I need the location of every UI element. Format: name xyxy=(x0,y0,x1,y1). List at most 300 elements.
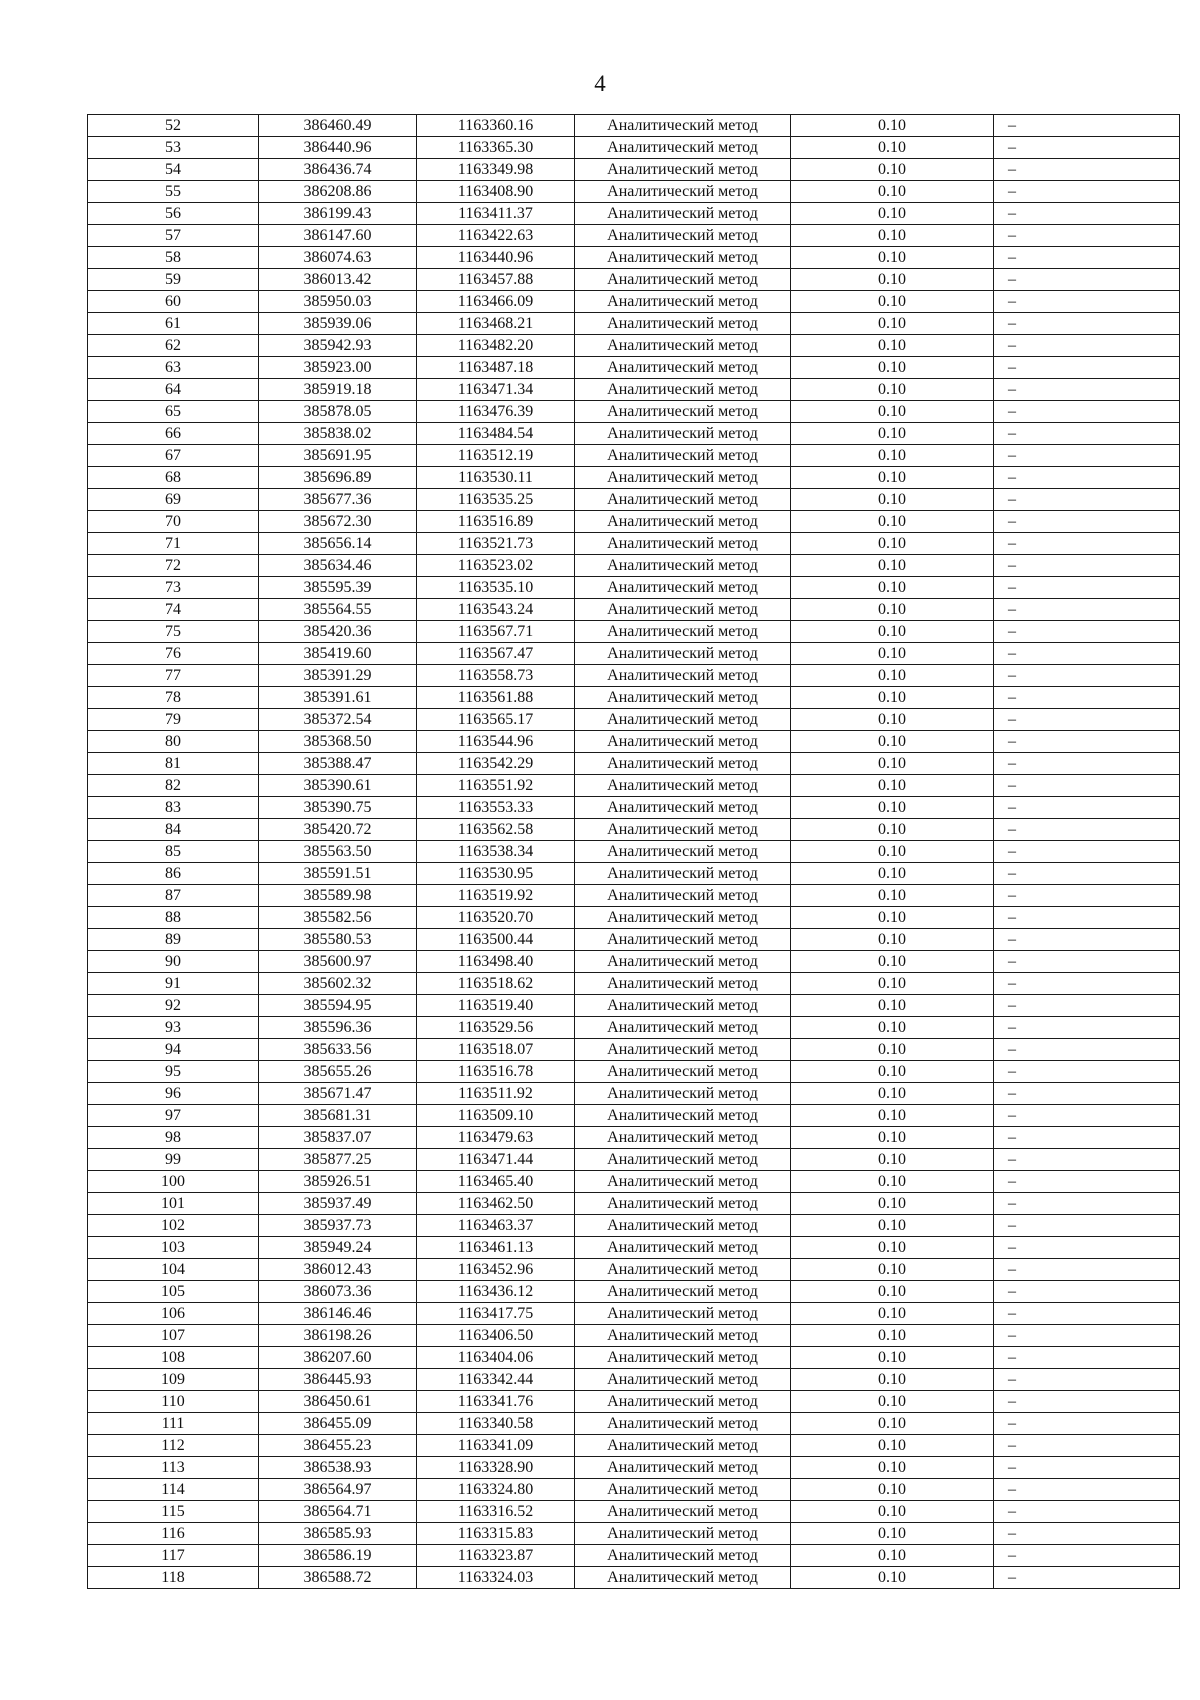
method-cell: Аналитический метод xyxy=(575,1259,791,1281)
method-cell: Аналитический метод xyxy=(575,159,791,181)
table-row xyxy=(88,665,1180,687)
y-coordinate-cell: 1163365.30 xyxy=(417,137,575,159)
accuracy-cell: 0.10 xyxy=(791,313,994,335)
y-coordinate-cell: 1163565.17 xyxy=(417,709,575,731)
note-cell: – xyxy=(994,753,1180,775)
y-coordinate-cell: 1163340.58 xyxy=(417,1413,575,1435)
point-number-cell: 56 xyxy=(88,203,259,225)
accuracy-cell: 0.10 xyxy=(791,1545,994,1567)
x-coordinate-cell: 385602.32 xyxy=(259,973,417,995)
point-number-cell: 99 xyxy=(88,1149,259,1171)
method-cell: Аналитический метод xyxy=(575,1567,791,1589)
table-row xyxy=(88,181,1180,203)
accuracy-cell: 0.10 xyxy=(791,555,994,577)
table-row xyxy=(88,115,1180,137)
table-row xyxy=(88,1171,1180,1193)
accuracy-cell: 0.10 xyxy=(791,907,994,929)
x-coordinate-cell: 386208.86 xyxy=(259,181,417,203)
accuracy-cell: 0.10 xyxy=(791,709,994,731)
table-row xyxy=(88,643,1180,665)
point-number-cell: 53 xyxy=(88,137,259,159)
accuracy-cell: 0.10 xyxy=(791,291,994,313)
method-cell: Аналитический метод xyxy=(575,1523,791,1545)
accuracy-cell: 0.10 xyxy=(791,1391,994,1413)
x-coordinate-cell: 386588.72 xyxy=(259,1567,417,1589)
table-row xyxy=(88,885,1180,907)
accuracy-cell: 0.10 xyxy=(791,753,994,775)
x-coordinate-cell: 386586.19 xyxy=(259,1545,417,1567)
note-cell: – xyxy=(994,1369,1180,1391)
method-cell: Аналитический метод xyxy=(575,555,791,577)
y-coordinate-cell: 1163471.34 xyxy=(417,379,575,401)
point-number-cell: 57 xyxy=(88,225,259,247)
note-cell: – xyxy=(994,929,1180,951)
accuracy-cell: 0.10 xyxy=(791,115,994,137)
point-number-cell: 89 xyxy=(88,929,259,951)
y-coordinate-cell: 1163561.88 xyxy=(417,687,575,709)
x-coordinate-cell: 386564.97 xyxy=(259,1479,417,1501)
y-coordinate-cell: 1163484.54 xyxy=(417,423,575,445)
note-cell: – xyxy=(994,1303,1180,1325)
y-coordinate-cell: 1163342.44 xyxy=(417,1369,575,1391)
y-coordinate-cell: 1163324.03 xyxy=(417,1567,575,1589)
table-row xyxy=(88,1545,1180,1567)
accuracy-cell: 0.10 xyxy=(791,203,994,225)
x-coordinate-cell: 385600.97 xyxy=(259,951,417,973)
accuracy-cell: 0.10 xyxy=(791,1457,994,1479)
y-coordinate-cell: 1163551.92 xyxy=(417,775,575,797)
y-coordinate-cell: 1163521.73 xyxy=(417,533,575,555)
point-number-cell: 78 xyxy=(88,687,259,709)
method-cell: Аналитический метод xyxy=(575,1501,791,1523)
table-row xyxy=(88,1259,1180,1281)
table-row xyxy=(88,973,1180,995)
table-row xyxy=(88,1193,1180,1215)
y-coordinate-cell: 1163315.83 xyxy=(417,1523,575,1545)
method-cell: Аналитический метод xyxy=(575,1237,791,1259)
note-cell: – xyxy=(994,1061,1180,1083)
note-cell: – xyxy=(994,467,1180,489)
x-coordinate-cell: 385591.51 xyxy=(259,863,417,885)
table-row xyxy=(88,1457,1180,1479)
x-coordinate-cell: 385837.07 xyxy=(259,1127,417,1149)
point-number-cell: 90 xyxy=(88,951,259,973)
table-row xyxy=(88,1391,1180,1413)
point-number-cell: 114 xyxy=(88,1479,259,1501)
point-number-cell: 86 xyxy=(88,863,259,885)
accuracy-cell: 0.10 xyxy=(791,181,994,203)
table-row xyxy=(88,709,1180,731)
x-coordinate-cell: 385681.31 xyxy=(259,1105,417,1127)
y-coordinate-cell: 1163422.63 xyxy=(417,225,575,247)
accuracy-cell: 0.10 xyxy=(791,379,994,401)
point-number-cell: 52 xyxy=(88,115,259,137)
accuracy-cell: 0.10 xyxy=(791,1171,994,1193)
accuracy-cell: 0.10 xyxy=(791,1281,994,1303)
x-coordinate-cell: 386436.74 xyxy=(259,159,417,181)
note-cell: – xyxy=(994,115,1180,137)
x-coordinate-cell: 385589.98 xyxy=(259,885,417,907)
y-coordinate-cell: 1163341.76 xyxy=(417,1391,575,1413)
method-cell: Аналитический метод xyxy=(575,907,791,929)
note-cell: – xyxy=(994,665,1180,687)
accuracy-cell: 0.10 xyxy=(791,1347,994,1369)
point-number-cell: 77 xyxy=(88,665,259,687)
x-coordinate-cell: 386146.46 xyxy=(259,1303,417,1325)
table-row xyxy=(88,577,1180,599)
method-cell: Аналитический метод xyxy=(575,137,791,159)
point-number-cell: 55 xyxy=(88,181,259,203)
point-number-cell: 83 xyxy=(88,797,259,819)
table-row xyxy=(88,1017,1180,1039)
point-number-cell: 74 xyxy=(88,599,259,621)
accuracy-cell: 0.10 xyxy=(791,1215,994,1237)
accuracy-cell: 0.10 xyxy=(791,1523,994,1545)
point-number-cell: 100 xyxy=(88,1171,259,1193)
point-number-cell: 97 xyxy=(88,1105,259,1127)
method-cell: Аналитический метод xyxy=(575,1479,791,1501)
table-row xyxy=(88,1083,1180,1105)
point-number-cell: 112 xyxy=(88,1435,259,1457)
note-cell: – xyxy=(994,1281,1180,1303)
y-coordinate-cell: 1163535.10 xyxy=(417,577,575,599)
note-cell: – xyxy=(994,599,1180,621)
table-row xyxy=(88,995,1180,1017)
table-row xyxy=(88,401,1180,423)
note-cell: – xyxy=(994,797,1180,819)
y-coordinate-cell: 1163535.25 xyxy=(417,489,575,511)
point-number-cell: 87 xyxy=(88,885,259,907)
accuracy-cell: 0.10 xyxy=(791,511,994,533)
accuracy-cell: 0.10 xyxy=(791,1149,994,1171)
note-cell: – xyxy=(994,1039,1180,1061)
y-coordinate-cell: 1163465.40 xyxy=(417,1171,575,1193)
point-number-cell: 80 xyxy=(88,731,259,753)
accuracy-cell: 0.10 xyxy=(791,885,994,907)
y-coordinate-cell: 1163316.52 xyxy=(417,1501,575,1523)
x-coordinate-cell: 385838.02 xyxy=(259,423,417,445)
note-cell: – xyxy=(994,819,1180,841)
point-number-cell: 116 xyxy=(88,1523,259,1545)
method-cell: Аналитический метод xyxy=(575,357,791,379)
point-number-cell: 59 xyxy=(88,269,259,291)
x-coordinate-cell: 385594.95 xyxy=(259,995,417,1017)
accuracy-cell: 0.10 xyxy=(791,335,994,357)
note-cell: – xyxy=(994,423,1180,445)
point-number-cell: 101 xyxy=(88,1193,259,1215)
method-cell: Аналитический метод xyxy=(575,1391,791,1413)
accuracy-cell: 0.10 xyxy=(791,1501,994,1523)
point-number-cell: 62 xyxy=(88,335,259,357)
table-row xyxy=(88,291,1180,313)
point-number-cell: 85 xyxy=(88,841,259,863)
table-row xyxy=(88,1105,1180,1127)
table-row xyxy=(88,687,1180,709)
x-coordinate-cell: 385942.93 xyxy=(259,335,417,357)
note-cell: – xyxy=(994,291,1180,313)
method-cell: Аналитический метод xyxy=(575,665,791,687)
table-row xyxy=(88,731,1180,753)
method-cell: Аналитический метод xyxy=(575,687,791,709)
point-number-cell: 102 xyxy=(88,1215,259,1237)
y-coordinate-cell: 1163404.06 xyxy=(417,1347,575,1369)
note-cell: – xyxy=(994,907,1180,929)
x-coordinate-cell: 385391.29 xyxy=(259,665,417,687)
note-cell: – xyxy=(994,1501,1180,1523)
method-cell: Аналитический метод xyxy=(575,1193,791,1215)
method-cell: Аналитический метод xyxy=(575,1369,791,1391)
note-cell: – xyxy=(994,1413,1180,1435)
y-coordinate-cell: 1163511.92 xyxy=(417,1083,575,1105)
table-row xyxy=(88,951,1180,973)
table-row xyxy=(88,599,1180,621)
x-coordinate-cell: 386012.43 xyxy=(259,1259,417,1281)
point-number-cell: 88 xyxy=(88,907,259,929)
note-cell: – xyxy=(994,841,1180,863)
table-row xyxy=(88,533,1180,555)
x-coordinate-cell: 386538.93 xyxy=(259,1457,417,1479)
method-cell: Аналитический метод xyxy=(575,1083,791,1105)
table-row xyxy=(88,797,1180,819)
coordinates-table xyxy=(87,114,1180,1589)
y-coordinate-cell: 1163562.58 xyxy=(417,819,575,841)
method-cell: Аналитический метод xyxy=(575,643,791,665)
method-cell: Аналитический метод xyxy=(575,1435,791,1457)
table-row xyxy=(88,1567,1180,1589)
point-number-cell: 76 xyxy=(88,643,259,665)
x-coordinate-cell: 386198.26 xyxy=(259,1325,417,1347)
note-cell: – xyxy=(994,555,1180,577)
accuracy-cell: 0.10 xyxy=(791,1303,994,1325)
x-coordinate-cell: 385923.00 xyxy=(259,357,417,379)
x-coordinate-cell: 385939.06 xyxy=(259,313,417,335)
table-row xyxy=(88,907,1180,929)
point-number-cell: 111 xyxy=(88,1413,259,1435)
table-row xyxy=(88,423,1180,445)
accuracy-cell: 0.10 xyxy=(791,1017,994,1039)
note-cell: – xyxy=(994,445,1180,467)
y-coordinate-cell: 1163360.16 xyxy=(417,115,575,137)
x-coordinate-cell: 385949.24 xyxy=(259,1237,417,1259)
x-coordinate-cell: 385582.56 xyxy=(259,907,417,929)
point-number-cell: 113 xyxy=(88,1457,259,1479)
method-cell: Аналитический метод xyxy=(575,973,791,995)
note-cell: – xyxy=(994,533,1180,555)
x-coordinate-cell: 385372.54 xyxy=(259,709,417,731)
point-number-cell: 65 xyxy=(88,401,259,423)
page-number: 4 xyxy=(594,71,606,96)
x-coordinate-cell: 385596.36 xyxy=(259,1017,417,1039)
method-cell: Аналитический метод xyxy=(575,1215,791,1237)
point-number-cell: 61 xyxy=(88,313,259,335)
y-coordinate-cell: 1163324.80 xyxy=(417,1479,575,1501)
point-number-cell: 64 xyxy=(88,379,259,401)
y-coordinate-cell: 1163516.78 xyxy=(417,1061,575,1083)
accuracy-cell: 0.10 xyxy=(791,841,994,863)
point-number-cell: 91 xyxy=(88,973,259,995)
table-row xyxy=(88,1369,1180,1391)
accuracy-cell: 0.10 xyxy=(791,1061,994,1083)
y-coordinate-cell: 1163471.44 xyxy=(417,1149,575,1171)
point-number-cell: 110 xyxy=(88,1391,259,1413)
method-cell: Аналитический метод xyxy=(575,511,791,533)
method-cell: Аналитический метод xyxy=(575,1039,791,1061)
table-row xyxy=(88,269,1180,291)
accuracy-cell: 0.10 xyxy=(791,401,994,423)
accuracy-cell: 0.10 xyxy=(791,687,994,709)
note-cell: – xyxy=(994,687,1180,709)
accuracy-cell: 0.10 xyxy=(791,1083,994,1105)
note-cell: – xyxy=(994,1127,1180,1149)
accuracy-cell: 0.10 xyxy=(791,1413,994,1435)
method-cell: Аналитический метод xyxy=(575,841,791,863)
accuracy-cell: 0.10 xyxy=(791,1237,994,1259)
method-cell: Аналитический метод xyxy=(575,863,791,885)
method-cell: Аналитический метод xyxy=(575,621,791,643)
note-cell: – xyxy=(994,1435,1180,1457)
method-cell: Аналитический метод xyxy=(575,1325,791,1347)
note-cell: – xyxy=(994,621,1180,643)
y-coordinate-cell: 1163558.73 xyxy=(417,665,575,687)
point-number-cell: 103 xyxy=(88,1237,259,1259)
note-cell: – xyxy=(994,577,1180,599)
note-cell: – xyxy=(994,1193,1180,1215)
accuracy-cell: 0.10 xyxy=(791,797,994,819)
accuracy-cell: 0.10 xyxy=(791,1259,994,1281)
method-cell: Аналитический метод xyxy=(575,1149,791,1171)
y-coordinate-cell: 1163529.56 xyxy=(417,1017,575,1039)
x-coordinate-cell: 385696.89 xyxy=(259,467,417,489)
y-coordinate-cell: 1163544.96 xyxy=(417,731,575,753)
accuracy-cell: 0.10 xyxy=(791,863,994,885)
y-coordinate-cell: 1163468.21 xyxy=(417,313,575,335)
table-row xyxy=(88,819,1180,841)
method-cell: Аналитический метод xyxy=(575,1061,791,1083)
table-row xyxy=(88,1149,1180,1171)
table-row xyxy=(88,753,1180,775)
note-cell: – xyxy=(994,335,1180,357)
x-coordinate-cell: 385595.39 xyxy=(259,577,417,599)
accuracy-cell: 0.10 xyxy=(791,357,994,379)
accuracy-cell: 0.10 xyxy=(791,1039,994,1061)
table-row xyxy=(88,1237,1180,1259)
note-cell: – xyxy=(994,401,1180,423)
point-number-cell: 95 xyxy=(88,1061,259,1083)
y-coordinate-cell: 1163482.20 xyxy=(417,335,575,357)
note-cell: – xyxy=(994,269,1180,291)
accuracy-cell: 0.10 xyxy=(791,467,994,489)
x-coordinate-cell: 385877.25 xyxy=(259,1149,417,1171)
table-row xyxy=(88,1215,1180,1237)
x-coordinate-cell: 385878.05 xyxy=(259,401,417,423)
method-cell: Аналитический метод xyxy=(575,1105,791,1127)
point-number-cell: 66 xyxy=(88,423,259,445)
note-cell: – xyxy=(994,1017,1180,1039)
table-row xyxy=(88,159,1180,181)
table-row xyxy=(88,489,1180,511)
method-cell: Аналитический метод xyxy=(575,885,791,907)
x-coordinate-cell: 385419.60 xyxy=(259,643,417,665)
point-number-cell: 70 xyxy=(88,511,259,533)
method-cell: Аналитический метод xyxy=(575,1171,791,1193)
point-number-cell: 67 xyxy=(88,445,259,467)
x-coordinate-cell: 386199.43 xyxy=(259,203,417,225)
table-row xyxy=(88,841,1180,863)
table-row xyxy=(88,621,1180,643)
accuracy-cell: 0.10 xyxy=(791,929,994,951)
y-coordinate-cell: 1163461.13 xyxy=(417,1237,575,1259)
note-cell: – xyxy=(994,1479,1180,1501)
note-cell: – xyxy=(994,1457,1180,1479)
method-cell: Аналитический метод xyxy=(575,445,791,467)
x-coordinate-cell: 385388.47 xyxy=(259,753,417,775)
x-coordinate-cell: 385420.72 xyxy=(259,819,417,841)
accuracy-cell: 0.10 xyxy=(791,995,994,1017)
x-coordinate-cell: 385937.73 xyxy=(259,1215,417,1237)
note-cell: – xyxy=(994,1259,1180,1281)
table-row xyxy=(88,1039,1180,1061)
note-cell: – xyxy=(994,1149,1180,1171)
note-cell: – xyxy=(994,863,1180,885)
method-cell: Аналитический метод xyxy=(575,1281,791,1303)
note-cell: – xyxy=(994,643,1180,665)
x-coordinate-cell: 385391.61 xyxy=(259,687,417,709)
y-coordinate-cell: 1163567.71 xyxy=(417,621,575,643)
y-coordinate-cell: 1163457.88 xyxy=(417,269,575,291)
table-row xyxy=(88,1325,1180,1347)
x-coordinate-cell: 386450.61 xyxy=(259,1391,417,1413)
method-cell: Аналитический метод xyxy=(575,797,791,819)
accuracy-cell: 0.10 xyxy=(791,731,994,753)
y-coordinate-cell: 1163567.47 xyxy=(417,643,575,665)
y-coordinate-cell: 1163519.92 xyxy=(417,885,575,907)
accuracy-cell: 0.10 xyxy=(791,533,994,555)
x-coordinate-cell: 386440.96 xyxy=(259,137,417,159)
accuracy-cell: 0.10 xyxy=(791,1435,994,1457)
note-cell: – xyxy=(994,1083,1180,1105)
table-row xyxy=(88,379,1180,401)
method-cell: Аналитический метод xyxy=(575,247,791,269)
table-row xyxy=(88,357,1180,379)
table-row xyxy=(88,775,1180,797)
table-row xyxy=(88,1127,1180,1149)
accuracy-cell: 0.10 xyxy=(791,1193,994,1215)
accuracy-cell: 0.10 xyxy=(791,643,994,665)
note-cell: – xyxy=(994,137,1180,159)
note-cell: – xyxy=(994,1237,1180,1259)
method-cell: Аналитический метод xyxy=(575,533,791,555)
table-row xyxy=(88,313,1180,335)
method-cell: Аналитический метод xyxy=(575,731,791,753)
x-coordinate-cell: 385937.49 xyxy=(259,1193,417,1215)
method-cell: Аналитический метод xyxy=(575,599,791,621)
note-cell: – xyxy=(994,995,1180,1017)
method-cell: Аналитический метод xyxy=(575,1127,791,1149)
method-cell: Аналитический метод xyxy=(575,819,791,841)
y-coordinate-cell: 1163462.50 xyxy=(417,1193,575,1215)
point-number-cell: 63 xyxy=(88,357,259,379)
method-cell: Аналитический метод xyxy=(575,401,791,423)
x-coordinate-cell: 386455.23 xyxy=(259,1435,417,1457)
method-cell: Аналитический метод xyxy=(575,1413,791,1435)
y-coordinate-cell: 1163349.98 xyxy=(417,159,575,181)
y-coordinate-cell: 1163487.18 xyxy=(417,357,575,379)
y-coordinate-cell: 1163518.07 xyxy=(417,1039,575,1061)
method-cell: Аналитический метод xyxy=(575,1303,791,1325)
table-row xyxy=(88,1501,1180,1523)
accuracy-cell: 0.10 xyxy=(791,225,994,247)
accuracy-cell: 0.10 xyxy=(791,1127,994,1149)
